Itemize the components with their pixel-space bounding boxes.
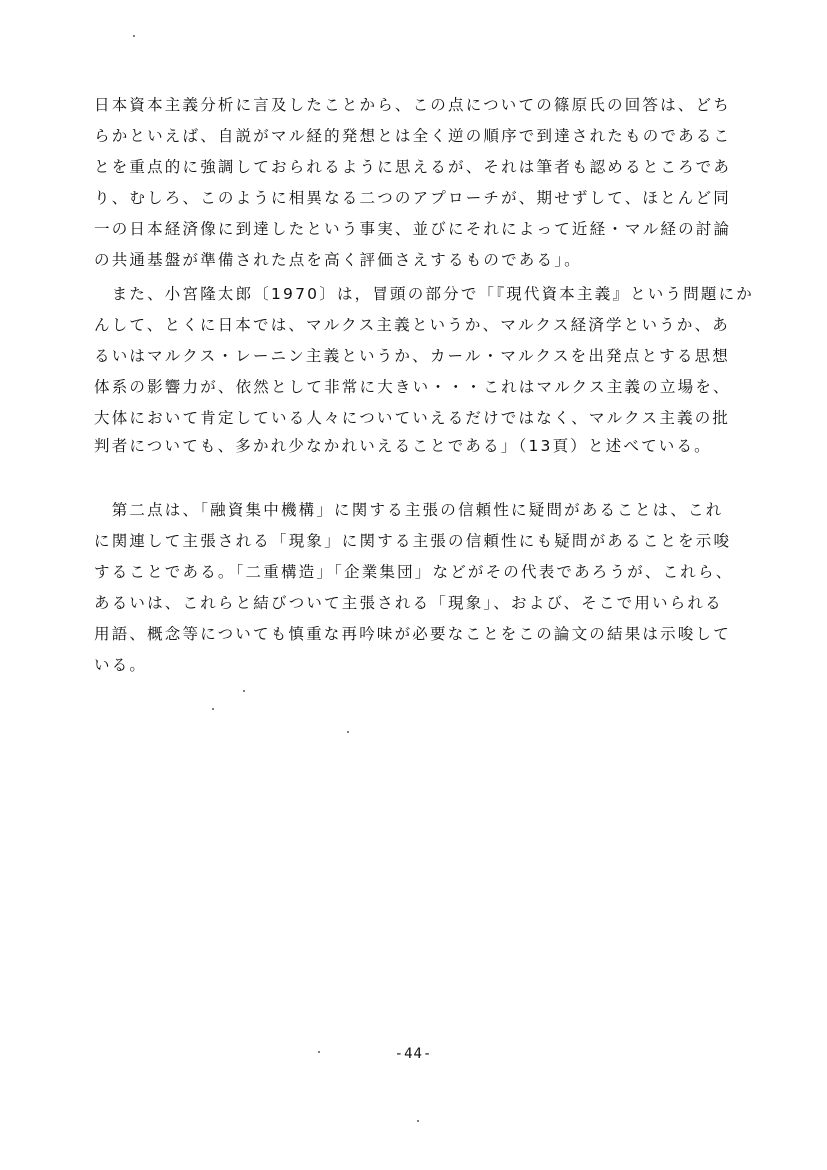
scan-speck bbox=[318, 1051, 320, 1053]
paragraph-2-line-4: 体系の影響力が、依然として非常に大きい・・・これはマルクス主義の立場を、 bbox=[94, 378, 731, 396]
paragraph-3-line-6: いる。 bbox=[94, 656, 148, 674]
scan-speck bbox=[417, 1120, 419, 1122]
paragraph-2-line-1: また、小宮隆太郎〔1970〕は，冒頭の部分で「『現代資本主義』という問題にか bbox=[94, 285, 754, 303]
paragraph-2-line-5: 大体において肯定している人々についていえるだけではなく、マルクス主義の批 bbox=[94, 409, 731, 427]
scan-speck bbox=[243, 690, 245, 692]
scan-speck bbox=[212, 708, 214, 710]
paragraph-3-line-4: あるいは、これらと結びついて主張される「現象」、および、そこで用いられる bbox=[94, 594, 723, 612]
paragraph-3-line-2: に関連して主張される「現象」に関する主張の信頼性にも疑問があることを示唆 bbox=[94, 532, 732, 550]
paragraph-3-line-3: することである。「二重構造」「企業集団」などがその代表であろうが、これら、 bbox=[94, 563, 734, 581]
paragraph-1-line-2: らかといえば、自説がマル経的発想とは全く逆の順序で到達されたものであるこ bbox=[94, 127, 732, 145]
paragraph-1-line-3: とを重点的に強調しておられるように思えるが、それは筆者も認めるところであ bbox=[94, 158, 732, 176]
paragraph-2-line-2: んして、とくに日本では、マルクス主義というか、マルクス経済学というか、あ bbox=[94, 316, 730, 334]
page-number: -44- bbox=[394, 1046, 433, 1062]
paragraph-3-line-1: 第二点は、「融資集中機構」に関する主張の信頼性に疑問があることは、これ bbox=[94, 501, 724, 519]
scan-speck bbox=[133, 35, 135, 37]
paragraph-3-line-5: 用語、概念等についても慎重な再吟味が必要なことをこの論文の結果は示唆して bbox=[94, 625, 731, 643]
paragraph-1-line-5: 一の日本経済像に到達したという事実、並びにそれによって近経・マル経の討論 bbox=[94, 220, 732, 238]
paragraph-1-line-4: り、むしろ、このように相異なる二つのアプローチが、期せずして、ほとんど同 bbox=[94, 189, 731, 207]
paragraph-2-line-6: 判者についても、多かれ少なかれいえることである」（13頁）と述べている。 bbox=[94, 437, 712, 455]
paragraph-2-line-3: るいはマルクス・レーニン主義というか、カール・マルクスを出発点とする思想 bbox=[94, 347, 730, 365]
paragraph-1-line-1: 日本資本主義分析に言及したことから、この点についての篠原氏の回答は、どち bbox=[94, 96, 731, 114]
paragraph-1-line-6: の共通基盤が準備された点を高く評価さえするものである」。 bbox=[94, 251, 582, 269]
scan-speck bbox=[347, 731, 349, 733]
